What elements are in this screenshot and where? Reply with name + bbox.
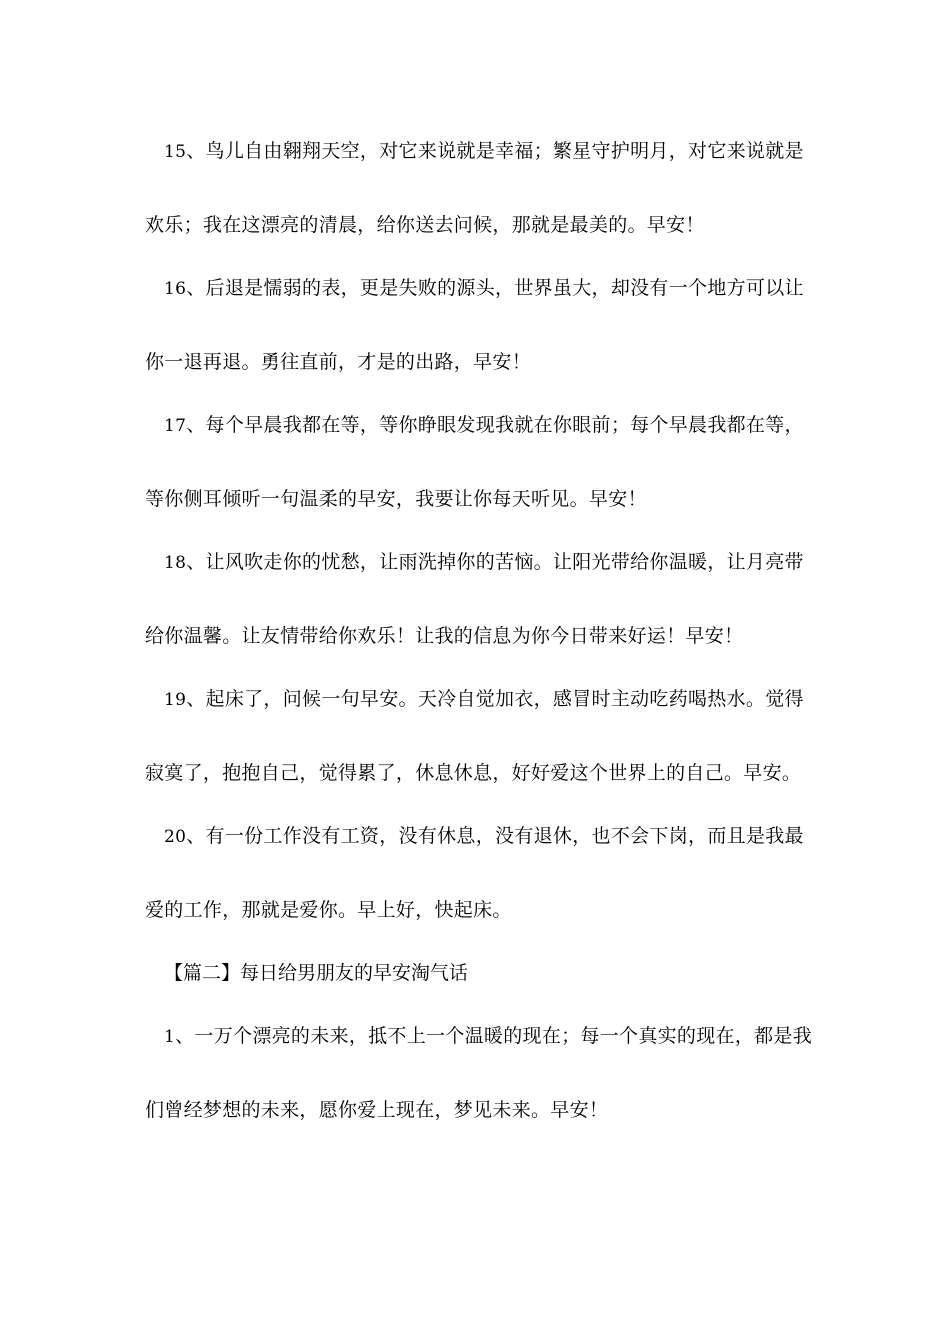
- item-text: 、让风吹走你的忧愁，让雨洗掉你的苦恼。让阳光带给你温暖，让月亮带: [186, 551, 804, 573]
- item-19-line-2: 寂寞了，抱抱自己，觉得累了，休息休息，好好爱这个世界上的自己。早安。: [145, 762, 802, 784]
- item-17-line-1: [164, 413, 844, 438]
- section-item-1-line-1: [164, 1024, 844, 1049]
- item-19-line-1: [164, 687, 844, 712]
- item-text: 、鸟儿自由翱翔天空，对它来说就是幸福；繁星守护明月，对它来说就是: [186, 140, 804, 162]
- item-15-line-1: [164, 139, 844, 164]
- item-text: 、一万个漂亮的未来，抵不上一个温暖的现在；每一个真实的现在，都是我: [175, 1025, 813, 1047]
- item-20-line-2: 爱的工作，那就是爱你。早上好，快起床。: [145, 899, 512, 921]
- item-number: 15: [164, 142, 187, 162]
- item-text: 、起床了，问候一句早安。天冷自觉加衣，感冒时主动吃药喝热水。觉得: [186, 688, 804, 710]
- item-text: 、后退是懦弱的表，更是失败的源头，世界虽大，却没有一个地方可以让: [186, 277, 804, 299]
- section-heading: 【篇二】每日给男朋友的早安淘气话: [164, 962, 469, 984]
- item-number: 20: [164, 827, 187, 847]
- item-number: 18: [164, 553, 187, 573]
- section-item-1-line-2: 们曾经梦想的未来，愿你爱上现在，梦见未来。早安！: [145, 1099, 609, 1121]
- item-16-line-2: 你一退再退。勇往直前，才是的出路，早安！: [145, 351, 532, 373]
- item-17-line-2: 等你侧耳倾听一句温柔的早安，我要让你每天听见。早安！: [145, 488, 647, 510]
- item-number: 17: [164, 416, 187, 436]
- item-text: 、每个早晨我都在等，等你睁眼发现我就在你眼前；每个早晨我都在等，: [186, 414, 804, 436]
- item-18-line-1: [164, 550, 844, 575]
- item-16-line-1: [164, 276, 844, 301]
- item-20-line-1: [164, 824, 844, 849]
- item-15-line-2: 欢乐；我在这漂亮的清晨，给你送去问候，那就是最美的。早安！: [145, 214, 705, 236]
- item-number: 16: [164, 279, 187, 299]
- item-number: 1: [164, 1027, 176, 1047]
- item-text: 、有一份工作没有工资，没有休息，没有退休，也不会下岗，而且是我最: [186, 825, 804, 847]
- item-18-line-2: 给你温馨。让友情带给你欢乐！让我的信息为你今日带来好运！早安！: [145, 625, 744, 647]
- item-number: 19: [164, 690, 187, 710]
